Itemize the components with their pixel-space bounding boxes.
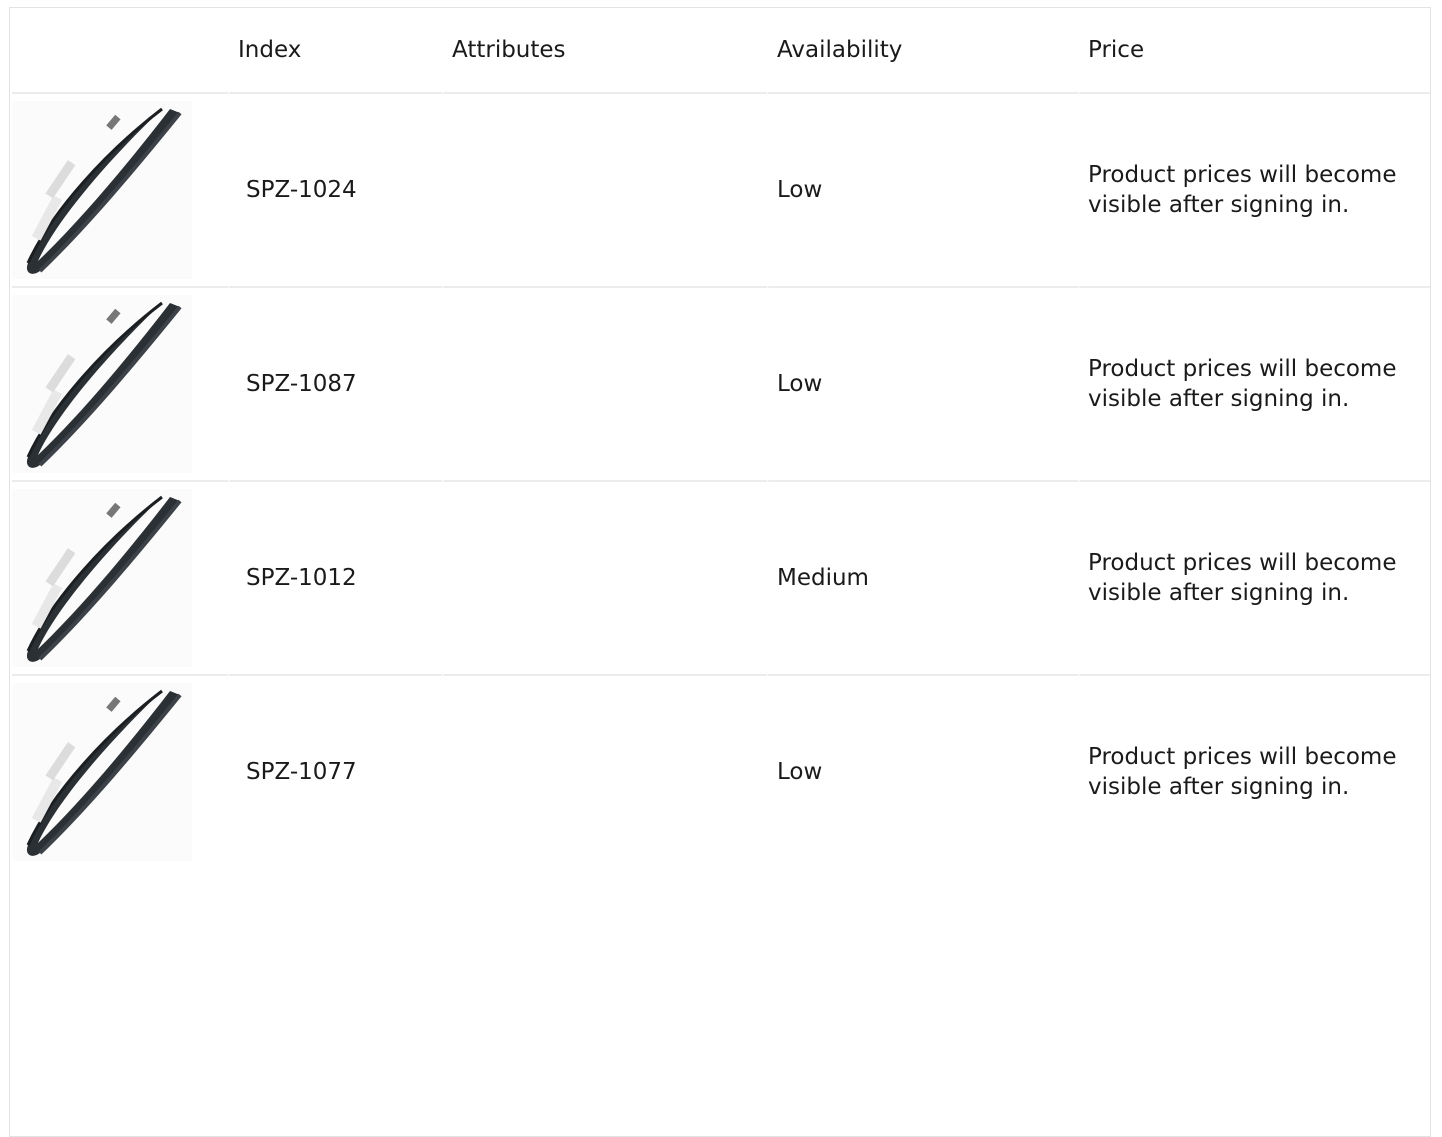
product-price: Product prices will become visible after signing in.	[1078, 676, 1430, 868]
table-row	[12, 676, 1430, 868]
table-header	[12, 8, 1430, 94]
product-attributes	[442, 482, 767, 676]
product-image-cell[interactable]	[12, 676, 228, 868]
table-row	[12, 482, 1430, 676]
table-body	[12, 94, 1430, 868]
table-row	[12, 288, 1430, 482]
v-belt-product-image[interactable]	[12, 489, 192, 667]
header-index[interactable]: Index	[228, 8, 442, 94]
product-price: Product prices will become visible after signing in.	[1078, 482, 1430, 676]
product-attributes	[442, 676, 767, 868]
v-belt-product-image[interactable]	[12, 683, 192, 861]
v-belt-product-image[interactable]	[12, 295, 192, 473]
product-availability: Low	[767, 676, 1078, 868]
product-availability: Low	[767, 94, 1078, 288]
product-availability: Low	[767, 288, 1078, 482]
product-index[interactable]: SPZ-1087	[228, 288, 442, 482]
header-row	[12, 8, 1430, 94]
product-attributes	[442, 94, 767, 288]
product-index[interactable]: SPZ-1024	[228, 94, 442, 288]
product-availability: Medium	[767, 482, 1078, 676]
header-availability[interactable]: Availability	[767, 8, 1078, 94]
header-image	[12, 8, 228, 94]
product-table	[12, 8, 1430, 868]
product-price: Product prices will become visible after signing in.	[1078, 288, 1430, 482]
table-row	[12, 94, 1430, 288]
product-image-cell[interactable]	[12, 482, 228, 676]
product-image-cell[interactable]	[12, 288, 228, 482]
product-index[interactable]: SPZ-1077	[228, 676, 442, 868]
header-attributes[interactable]: Attributes	[442, 8, 767, 94]
product-index[interactable]: SPZ-1012	[228, 482, 442, 676]
v-belt-product-image[interactable]	[12, 101, 192, 279]
product-attributes	[442, 288, 767, 482]
header-price[interactable]: Price	[1078, 8, 1430, 94]
product-price: Product prices will become visible after signing in.	[1078, 94, 1430, 288]
product-image-cell[interactable]	[12, 94, 228, 288]
